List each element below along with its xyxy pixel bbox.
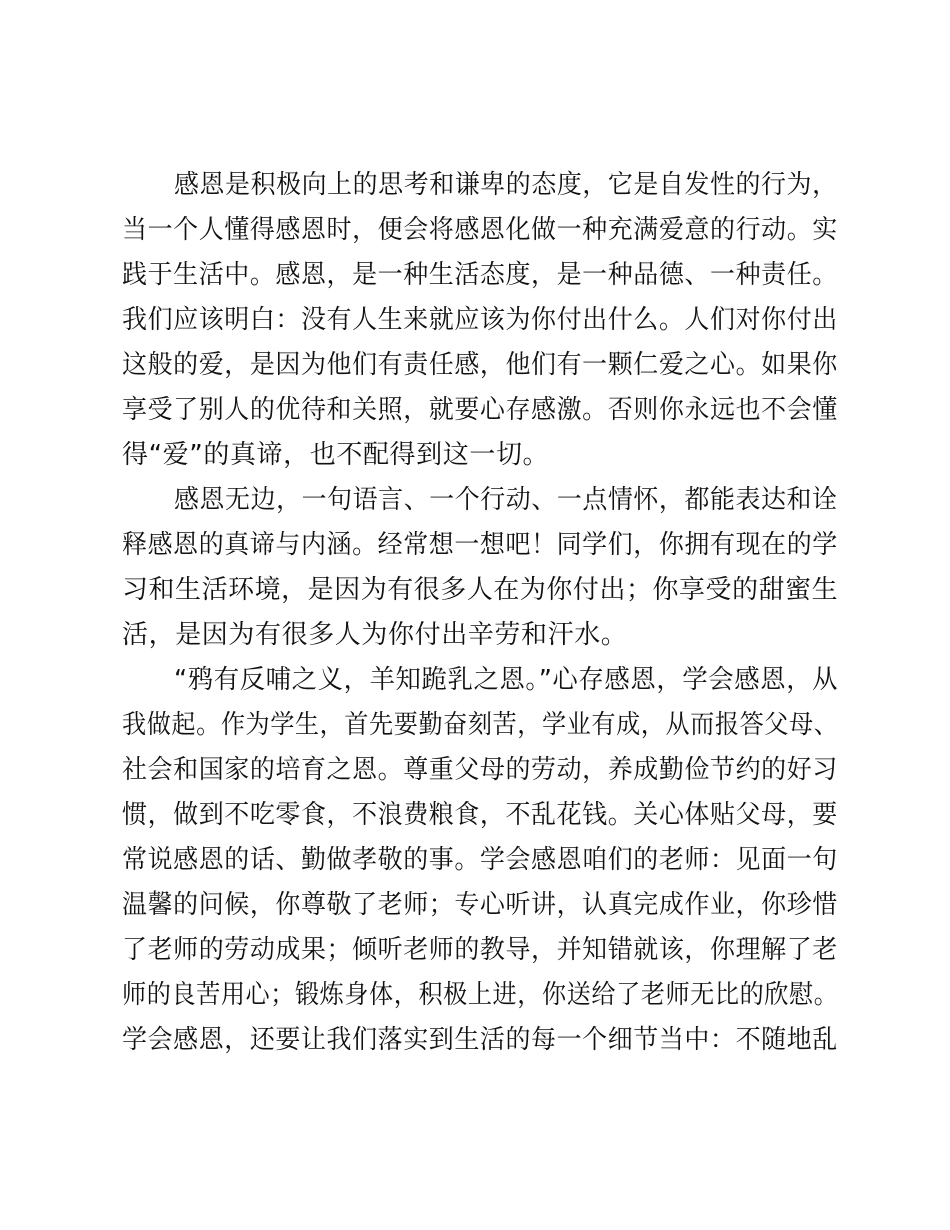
text-line: 享受了别人的优待和关照，就要心存感激。否则你永远也不会懂 <box>122 395 838 425</box>
text-line: 我们应该明白：没有人生来就应该为你付出什么。人们对你付出 <box>122 305 838 335</box>
text-line: 师的良苦用心；锻炼身体，积极上进，你送给了老师无比的欣慰。 <box>122 980 839 1010</box>
text-line: 践于生活中。感恩，是一种生活态度，是一种品德、一种责任。 <box>122 260 838 290</box>
text-line: 感恩是积极向上的思考和谦卑的态度，它是自发性的行为， <box>174 170 838 200</box>
text-line: 社会和国家的培育之恩。尊重父母的劳动，养成勤俭节约的好习 <box>122 755 838 785</box>
text-line: 释感恩的真谛与内涵。经常想一想吧！同学们，你拥有现在的学 <box>122 530 838 560</box>
text-line: 了老师的劳动成果；倾听老师的教导，并知错就该，你理解了老 <box>122 935 838 965</box>
text-line: 得“爱”的真谛，也不配得到这一切。 <box>122 440 550 470</box>
text-line: 温馨的问候，你尊敬了老师；专心听讲，认真完成作业，你珍惜 <box>122 890 838 920</box>
text-line: 惯，做到不吃零食，不浪费粮食，不乱花钱。关心体贴父母，要 <box>122 800 838 830</box>
text-line: 这般的爱，是因为他们有责任感，他们有一颗仁爱之心。如果你 <box>122 350 838 380</box>
text-line: 活，是因为有很多人为你付出辛劳和汗水。 <box>122 620 628 650</box>
text-line: 我做起。作为学生，首先要勤奋刻苦，学业有成，从而报答父母、 <box>122 710 839 740</box>
text-line: “鸦有反哺之义，羊知跪乳之恩。”心存感恩，学会感恩，从 <box>174 665 839 695</box>
text-line: 当一个人懂得感恩时，便会将感恩化做一种充满爱意的行动。实 <box>122 215 838 245</box>
text-line: 感恩无边，一句语言、一个行动、一点情怀，都能表达和诠 <box>174 485 838 515</box>
text-line: 常说感恩的话、勤做孝敬的事。学会感恩咱们的老师：见面一句 <box>122 845 838 875</box>
text-line: 学会感恩，还要让我们落实到生活的每一个细节当中：不随地乱 <box>122 1025 838 1055</box>
text-line: 习和生活环境，是因为有很多人在为你付出；你享受的甜蜜生 <box>122 575 839 605</box>
